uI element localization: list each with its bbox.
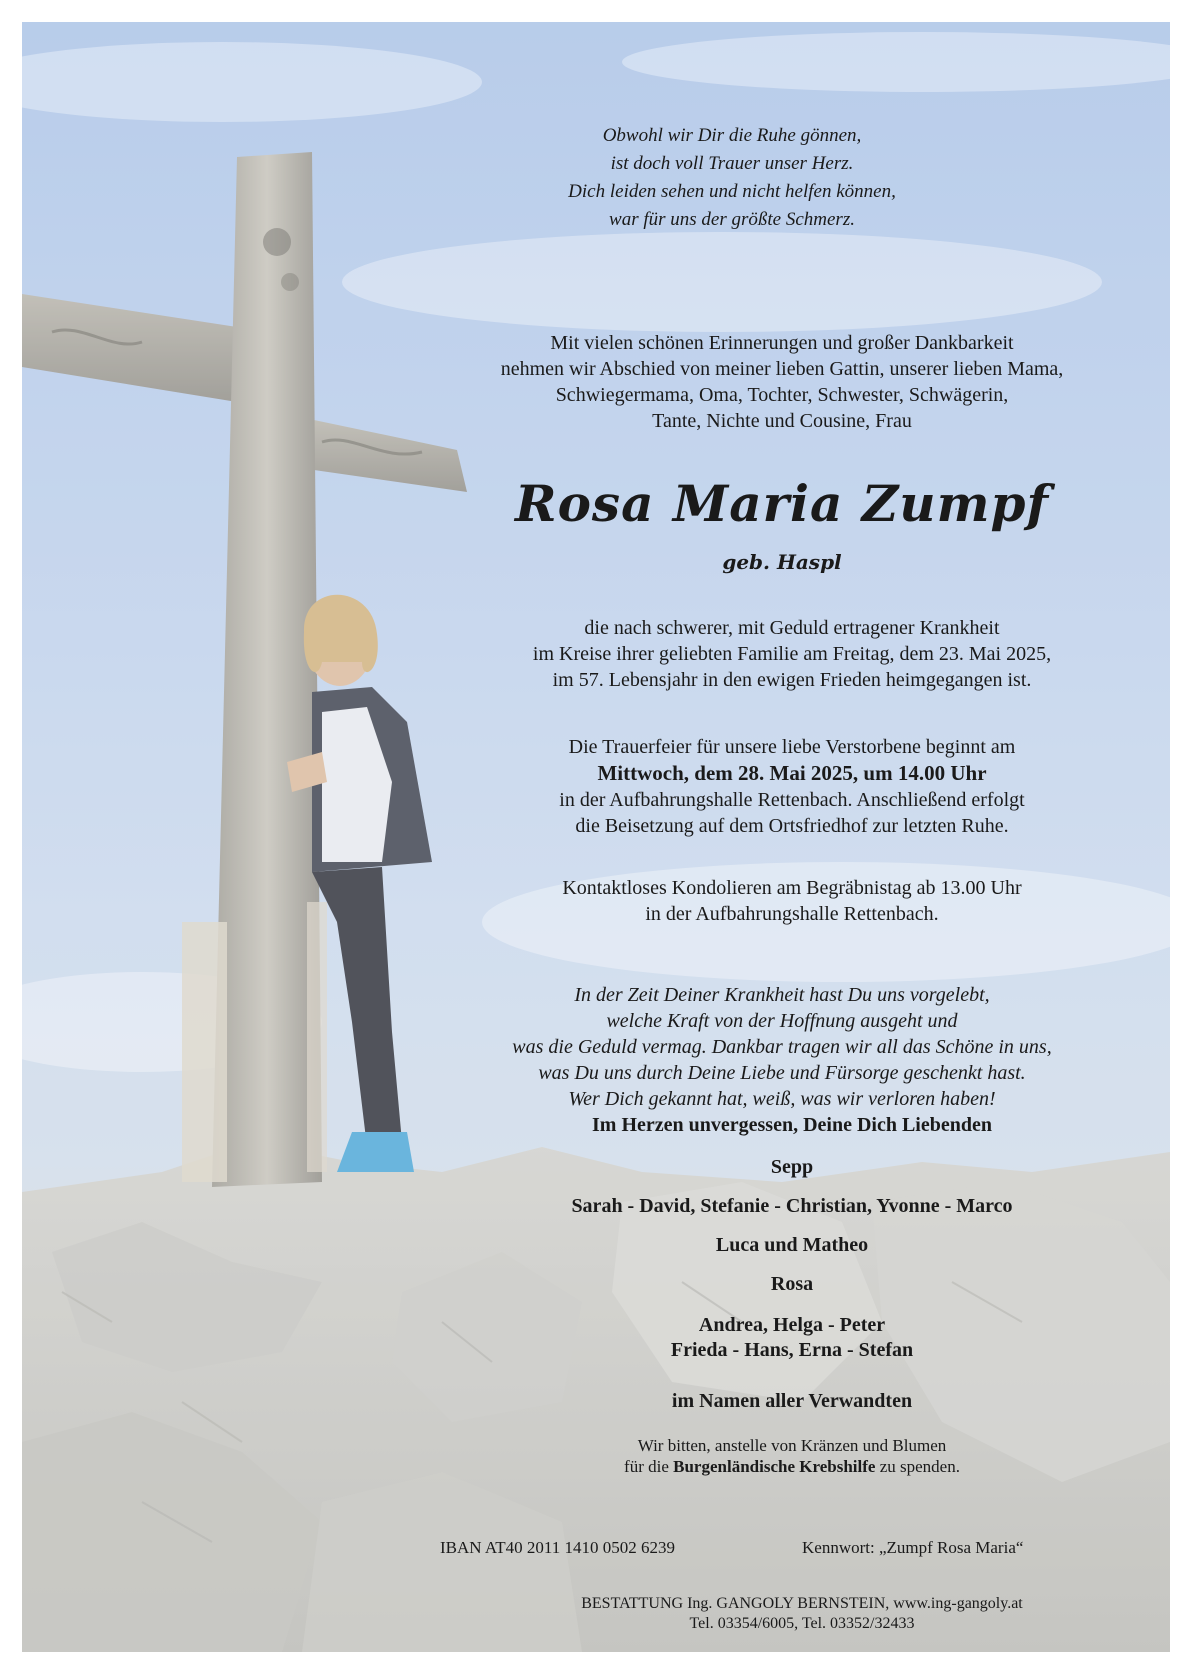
death-line: die nach schwerer, mit Geduld ertragener Krankheit xyxy=(584,617,1000,639)
mourner-line: Andrea, Helga - Peter xyxy=(698,1314,886,1336)
undertaker-line: BESTATTUNG Ing. GANGOLY BERNSTEIN, www.ing-gangoly.at xyxy=(581,1595,1023,1612)
funeral-details xyxy=(442,734,1142,839)
poem-line: In der Zeit Deiner Krankheit hast Du uns vorgelebt, xyxy=(574,984,990,1006)
funeral-line: in der Aufbahrungshalle Rettenbach. Anschließend erfolgt xyxy=(559,789,1025,811)
death-line: im 57. Lebensjahr in den ewigen Frieden heimgegangen ist. xyxy=(552,669,1032,691)
mourners-heading: Im Herzen unvergessen, Deine Dich Liebenden xyxy=(592,1114,992,1136)
iban: IBAN AT40 2011 1410 0502 6239 xyxy=(440,1538,676,1557)
funeral-line: Die Trauerfeier für unsere liebe Verstorbene beginnt am xyxy=(568,736,1016,758)
poem-line: war für uns der größte Schmerz. xyxy=(609,209,855,230)
donation-request xyxy=(442,1435,1142,1477)
poem-line: was Du uns durch Deine Liebe und Fürsorge geschenkt hast. xyxy=(538,1062,1026,1084)
poem-line: was die Geduld vermag. Dankbar tragen wir all das Schöne in uns, xyxy=(512,1036,1052,1058)
poem-line: Dich leiden sehen und nicht helfen können, xyxy=(568,181,896,202)
intro-line: Schwiegermama, Oma, Tochter, Schwester, Schwägerin, xyxy=(555,384,1009,406)
mourners-closing: im Namen aller Verwandten xyxy=(671,1390,913,1412)
funeral-line: die Beisetzung auf dem Ortsfriedhof zur letzten Ruhe. xyxy=(575,815,1009,837)
donation-post: zu spenden. xyxy=(875,1457,960,1476)
death-notice xyxy=(442,615,1142,693)
death-line: im Kreise ihrer geliebten Familie am Freitag, dem 23. Mai 2025, xyxy=(532,643,1052,665)
condolence-line: in der Aufbahrungshalle Rettenbach. xyxy=(645,903,939,925)
donation-pre: für die xyxy=(624,1457,674,1476)
condolence-line: Kontaktloses Kondolieren am Begräbnistag ab 13.00 Uhr xyxy=(562,877,1022,899)
farewell-intro xyxy=(402,330,1162,434)
opening-poem xyxy=(452,122,1012,234)
mourner-line: Sarah - David, Stefanie - Christian, Yvonne - Marco xyxy=(571,1195,1013,1217)
obituary-card xyxy=(22,22,1170,1652)
donation-keyword: Kennwort: „Zumpf Rosa Maria“ xyxy=(802,1538,1024,1557)
undertaker-info xyxy=(482,1594,1122,1634)
deceased-name: Rosa Maria Zumpf xyxy=(515,474,1049,533)
funeral-date xyxy=(442,760,1142,787)
birth-name: geb. Haspl xyxy=(722,550,842,574)
donation-org: Burgenländische Krebshilfe xyxy=(673,1457,876,1476)
donation-line xyxy=(442,1456,1142,1477)
condolence-notice xyxy=(442,875,1142,927)
mourner-line: Rosa xyxy=(770,1273,814,1295)
mourner-line: Sepp xyxy=(770,1156,814,1178)
funeral-date-text: Mittwoch, dem 28. Mai 2025, um 14.00 Uhr xyxy=(597,761,987,785)
mourner-line: Luca und Matheo xyxy=(715,1234,869,1256)
intro-line: Mit vielen schönen Erinnerungen und großer Dankbarkeit xyxy=(550,332,1014,354)
poem-line: Obwohl wir Dir die Ruhe gönnen, xyxy=(602,125,862,146)
donation-line: Wir bitten, anstelle von Kränzen und Blumen xyxy=(637,1436,947,1455)
intro-line: Tante, Nichte und Cousine, Frau xyxy=(652,410,912,432)
poem-line: Wer Dich gekannt hat, weiß, was wir verloren haben! xyxy=(568,1088,996,1110)
mourner-line: Frieda - Hans, Erna - Stefan xyxy=(670,1339,914,1361)
closing-poem xyxy=(412,982,1152,1112)
undertaker-line: Tel. 03354/6005, Tel. 03352/32433 xyxy=(689,1615,915,1632)
poem-line: welche Kraft von der Hoffnung ausgeht und xyxy=(606,1010,958,1032)
poem-line: ist doch voll Trauer unser Herz. xyxy=(610,153,854,174)
intro-line: nehmen wir Abschied von meiner lieben Gattin, unserer lieben Mama, xyxy=(500,358,1064,380)
